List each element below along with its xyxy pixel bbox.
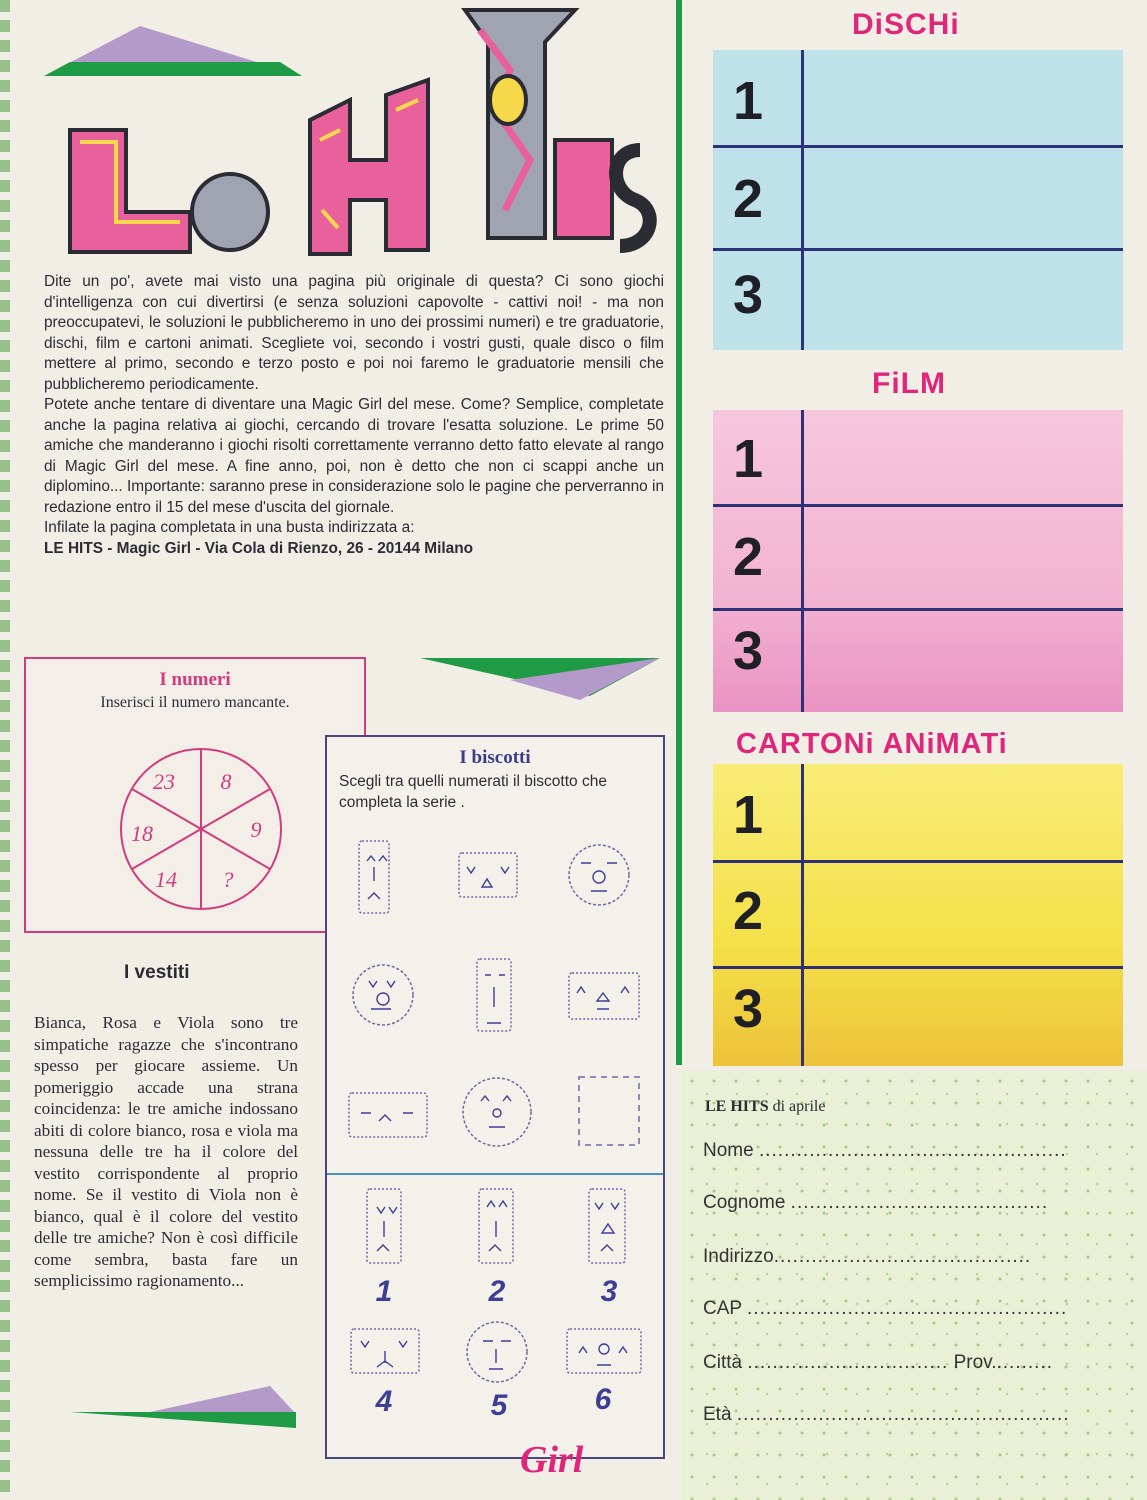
- biscotti-separator: [327, 1173, 663, 1175]
- numeri-title: I numeri: [159, 669, 231, 690]
- film-chart: [713, 410, 1123, 712]
- wheel-value-3: 9: [250, 817, 262, 842]
- wheel-value-4[interactable]: ?: [222, 867, 234, 892]
- entry-form: [681, 1070, 1147, 1500]
- intro-paragraph-3: Infilate la pagina completata in una busta indirizzata a:: [44, 519, 415, 536]
- title-text: [40, 0, 680, 270]
- film-rule: [801, 410, 804, 712]
- form-field-eta[interactable]: Età .....................................................: [703, 1404, 1070, 1425]
- option-number-6[interactable]: 6: [594, 1383, 612, 1416]
- cartoni-rank-1: 1: [733, 785, 764, 845]
- cartoni-line-2[interactable]: [713, 966, 1123, 969]
- biscuit-missing-slot: [579, 1077, 639, 1145]
- numeri-instruction: Inserisci il numero mancante.: [100, 694, 290, 711]
- wheel-value-5: 14: [155, 867, 177, 892]
- girl-logo: Girl: [520, 1439, 584, 1481]
- biscuit-series-3: [569, 845, 629, 905]
- film-title: FiLM: [872, 367, 946, 400]
- form-title: [705, 1098, 825, 1116]
- prov-label: Prov.: [953, 1352, 997, 1373]
- biscotti-title: I biscotti: [459, 747, 531, 768]
- option-number-1[interactable]: 1: [375, 1275, 393, 1308]
- cartoni-chart: [713, 764, 1123, 1066]
- biscuit-option-6: [567, 1329, 641, 1373]
- form-field-indirizzo[interactable]: Indirizzo.........................................: [703, 1246, 1032, 1267]
- biscuit-grid: [327, 737, 663, 1457]
- biscuit-series-6: [569, 973, 639, 1019]
- film-line-1[interactable]: [713, 504, 1123, 507]
- film-rank-2: 2: [733, 527, 764, 587]
- biscuit-series-8: [463, 1078, 531, 1146]
- dischi-rank-1: 1: [733, 71, 764, 131]
- cap-label: CAP: [703, 1298, 742, 1319]
- option-number-4[interactable]: 4: [375, 1385, 393, 1418]
- biscotti-instruction: Scegli tra quelli numerati il biscotto che completa la serie .: [339, 773, 607, 811]
- biscuit-series-4: [353, 965, 413, 1025]
- wheel-value-2: 8: [220, 769, 232, 794]
- intro-text: [44, 272, 664, 559]
- citta-label: Città: [703, 1352, 743, 1373]
- form-field-cap[interactable]: CAP ...................................................: [703, 1298, 1068, 1319]
- dischi-title: DiSCHi: [852, 8, 960, 41]
- mailing-address: LE HITS - Magic Girl - Via Cola di Rienzo, 26 - 20144 Milano: [44, 539, 474, 557]
- nome-label: Nome: [703, 1140, 754, 1161]
- biscuit-series-2: [459, 853, 517, 897]
- dischi-chart: [713, 50, 1123, 350]
- option-number-2[interactable]: 2: [488, 1275, 506, 1308]
- spiral-edge: [0, 0, 10, 1500]
- intro-paragraph-2: Potete anche tentare di diventare una Magic Girl del mese. Come? Semplice, completate anche la pagina relativa ai giochi, cercando di trovare l'esatta soluzione. Le prime 50 amiche che manderanno i giochi risolti correttamente verranno detto fatto elevate al rango di Magic Girl del mese. A fine anno, poi, non è detto che non ci scappi anche un diplomino... Importante: saranno prese in considerazione solo le pagine che perverranno in redazione entro il 15 del mese d'uscita del giornale.: [44, 396, 664, 516]
- form-field-citta[interactable]: Città ................................ Prov..........: [703, 1352, 1054, 1373]
- form-field-cognome[interactable]: Cognome .........................................: [703, 1192, 1049, 1213]
- cartoni-rank-2: 2: [733, 881, 764, 941]
- cognome-label: Cognome: [703, 1192, 786, 1213]
- eta-label: Età: [703, 1404, 732, 1425]
- wheel-value-1: 23: [153, 769, 175, 794]
- green-divider: [676, 0, 682, 1065]
- cartoni-title: CARTONi ANiMATi: [736, 728, 1008, 760]
- dischi-line-2[interactable]: [713, 248, 1123, 251]
- vestiti-text: Bianca, Rosa e Viola sono tre simpatiche ragazze che s'incontrano spesso per giocare assieme. Un pomeriggio accade una strana coincidenza: le tre amiche indossano abiti di colore bianco, rosa e viola ma nessuna delle tre ha il colore del vestito corrispondente al proprio nome. Se il vestito di Viola non è bianco, qual è il colore del vestito delle tre amiche? Non è così difficile come sembra, basta fare un semplicissimo ragionamento...: [34, 1013, 298, 1290]
- dischi-rule: [801, 50, 804, 350]
- biscuit-series-7: [349, 1093, 427, 1137]
- cartoni-line-1[interactable]: [713, 860, 1123, 863]
- indirizzo-label: Indirizzo: [703, 1246, 774, 1267]
- option-number-5[interactable]: 5: [490, 1389, 508, 1422]
- dischi-line-1[interactable]: [713, 145, 1123, 148]
- dischi-rank-2: 2: [733, 169, 764, 229]
- decorative-triangle-bottom: [70, 1382, 300, 1430]
- form-title-main: LE HITS: [705, 1098, 769, 1115]
- intro-paragraph-1: Dite un po', avete mai visto una pagina più originale di questa? Ci sono giochi d'intelligenza con cui divertirsi (e senza soluzioni capovolte - cattivi noi! - ma non preoccupatevi, le soluzioni le pubblicheremo in uno dei prossimi numeri) e tre graduatorie, dischi, film e cartoni animati. Scegliete voi, secondo i vostri gusti, quale disco o film mettere al primo, secondo e terzo posto e poi noi faremo le graduatorie mensili che pubblicheremo periodicamente.: [44, 273, 664, 393]
- option-number-3[interactable]: 3: [600, 1275, 618, 1308]
- biscotti-puzzle: [325, 735, 665, 1459]
- form-field-nome[interactable]: Nome .................................................: [703, 1140, 1067, 1161]
- form-title-suffix: di aprile: [772, 1098, 826, 1115]
- dischi-rank-3: 3: [733, 265, 764, 325]
- wheel-value-6: 18: [131, 821, 153, 846]
- cartoni-rule: [801, 764, 804, 1066]
- biscuit-option-5: [467, 1322, 527, 1382]
- numeri-puzzle: [24, 657, 366, 933]
- film-line-2[interactable]: [713, 608, 1123, 611]
- decorative-triangle: [420, 654, 665, 700]
- vestiti-title: I vestiti: [124, 962, 190, 983]
- number-wheel: [106, 747, 296, 917]
- cartoni-rank-3: 3: [733, 979, 764, 1039]
- film-rank-1: 1: [733, 429, 764, 489]
- film-rank-3: 3: [733, 621, 764, 681]
